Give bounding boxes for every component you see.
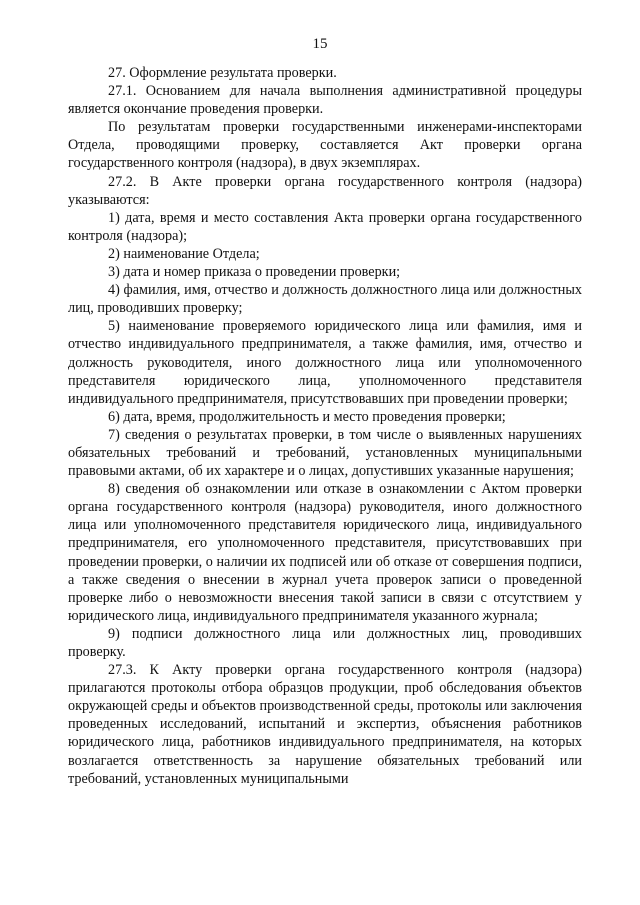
list-item-4: 4) фамилия, имя, отчество и должность должностного лица или должностных лиц, проводивших проверку; [68, 282, 582, 317]
list-item-5: 5) наименование проверяемого юридического лица или фамилия, имя и отчество индивидуального предпринимателя, а также фамилия, имя, отчество и должность руководителя, иного должностного лица или уполномоченного представителя юридического лица, уполномоченного представителя индивидуального предпринимателя, присутствовавших при проведении проверки; [68, 318, 582, 407]
paragraph-27-3: 27.3. К Акту проверки органа государственного контроля (надзора) прилагаются протоколы отбора образцов продукции, проб обследования объектов окружающей среды и объектов производственной среды, протоколы или заключения проведенных исследований, испытаний и экспертиз, объяснения работников юридического лица, работников индивидуального предпринимателя, на которых возлагается ответственность за нарушение обязательных требований или требований, установленных муниципальными [68, 662, 582, 787]
list-item-7: 7) сведения о результатах проверки, в том числе о выявленных нарушениях обязательных требований и требований, установленных муниципальными правовыми актами, об их характере и о лицах, допустивших указанные нарушения; [68, 426, 582, 480]
list-item-1: 1) дата, время и место составления Акта проверки органа государственного контроля (надзора); [68, 209, 582, 244]
list-item-8: 8) сведения об ознакомлении или отказе в ознакомлении с Актом проверки органа государственного контроля (надзора) руководителя, иного должностного лица или уполномоченного представителя юридического лица, индивидуального предпринимателя, его уполномоченного представителя, присутствовавших при проведении проверки, о наличии их подписей или об отказе от совершения подписи, а также сведения о внесении в журнал учета проверок записи о проведенной проверке либо о невозможности внесения такой записи в связи с отсутствием у юридического лица, индивидуального предпринимателя указанного журнала; [68, 481, 582, 624]
document-body [68, 64, 582, 788]
list-item-6: 6) дата, время, продолжительность и место проведения проверки; [108, 408, 506, 425]
list-item-2: 2) наименование Отдела; [108, 245, 260, 262]
list-item-9: 9) подписи должностного лица или должностных лиц, проводивших проверку. [68, 625, 582, 660]
paragraph-27-1: 27.1. Основанием для начала выполнения административной процедуры является окончание проведения проверки. [68, 83, 582, 118]
page-number: 15 [312, 36, 328, 52]
paragraph-inspection-results: По результатам проверки государственными инженерами-инспекторами Отдела, проводящими проверку, составляется Акт проверки органа государственного контроля (надзора), в двух экземплярах. [68, 119, 582, 172]
paragraph-section-27-heading: 27. Оформление результата проверки. [108, 65, 337, 81]
list-item-3: 3) дата и номер приказа о проведении проверки; [108, 264, 401, 281]
paragraph-27-2: 27.2. В Акте проверки органа государственного контроля (надзора) указываются: [68, 173, 582, 208]
